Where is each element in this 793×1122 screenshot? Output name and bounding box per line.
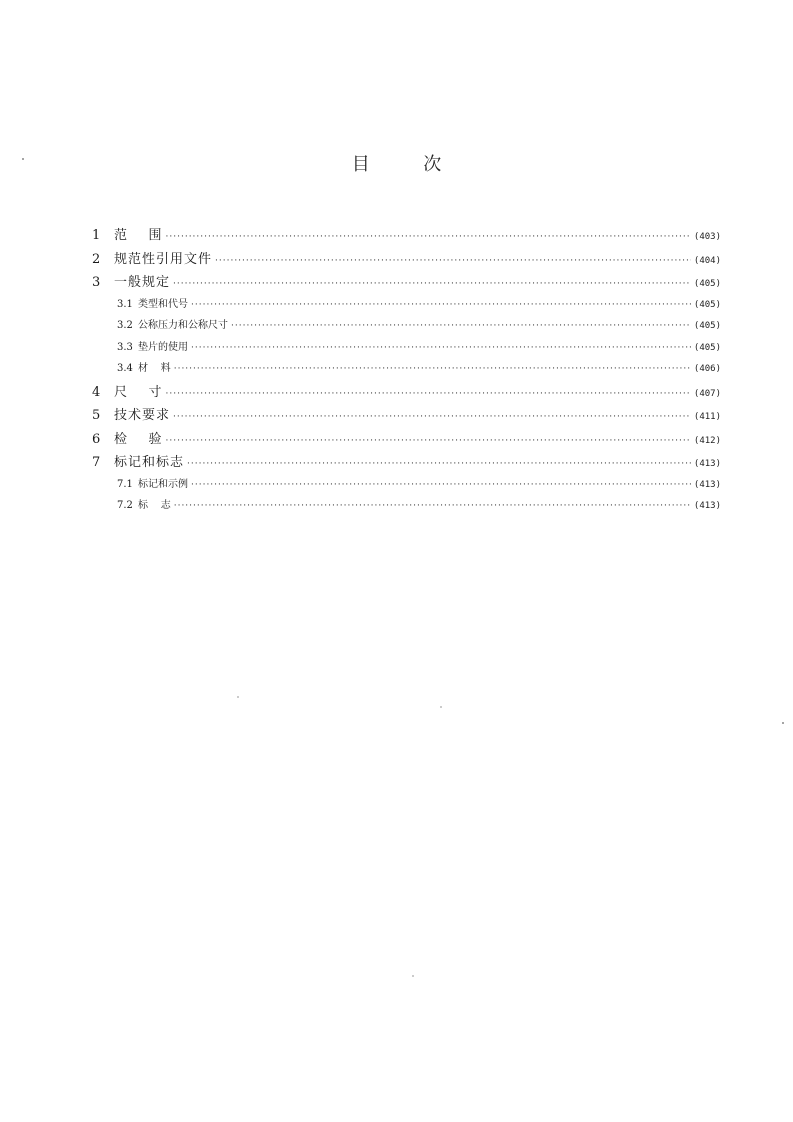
toc-entry-number: 3.3 (117, 341, 133, 353)
toc-entry-number: 1 (92, 228, 101, 243)
toc-entry-page: (412) (693, 435, 721, 446)
toc-entry[interactable] (92, 428, 721, 452)
toc-entry[interactable] (92, 271, 721, 295)
toc-leader-dots (191, 480, 691, 490)
toc-entry-number: 5 (92, 408, 101, 423)
toc-entry-number: 7 (92, 455, 101, 470)
toc-entry[interactable] (92, 381, 721, 405)
toc-entry-page: (407) (693, 388, 721, 399)
toc-entry-label: 标记和示例 (138, 478, 188, 490)
toc-entry-number: 7.2 (117, 500, 133, 511)
toc-leader-dots (231, 321, 691, 331)
toc-subentry[interactable] (92, 359, 721, 381)
toc-leader-dots (174, 364, 691, 374)
toc-entry-number: 2 (92, 251, 101, 267)
toc-entry-page: (411) (693, 412, 721, 422)
toc-leader-dots (173, 412, 691, 422)
scan-speck (412, 975, 414, 977)
toc-subentry[interactable] (92, 295, 721, 317)
toc-entry-page: (404) (693, 255, 721, 266)
scan-speck (440, 706, 442, 708)
toc-entry-page: (405) (693, 342, 721, 353)
toc-leader-dots (187, 459, 691, 469)
toc-entry-label: 垫片的使用 (138, 341, 188, 353)
toc-leader-dots (173, 279, 691, 289)
toc-subentry[interactable] (92, 316, 721, 338)
toc-title (0, 150, 793, 176)
toc-entry-label: 一般规定 (114, 275, 171, 290)
toc-subentry[interactable] (92, 496, 721, 518)
toc-entry[interactable] (92, 451, 721, 475)
toc-entry-page: (406) (693, 364, 721, 374)
toc-entry-number: 3 (92, 275, 101, 290)
toc-entry-page: (413) (693, 459, 721, 469)
toc-entry-page: (405) (693, 321, 721, 331)
toc-entry-label: 技术要求 (114, 408, 171, 423)
toc-entry-label: 材 料 (138, 363, 171, 374)
toc-leader-dots (191, 300, 691, 310)
toc-leader-dots (166, 436, 691, 446)
toc-entry-number: 3.2 (117, 320, 133, 331)
toc-entry-label: 范 围 (114, 228, 163, 243)
toc-entry-label: 类型和代号 (138, 298, 188, 310)
toc-subentry[interactable] (92, 338, 721, 360)
toc-leader-dots (191, 343, 691, 353)
toc-entry-number: 3.4 (117, 363, 133, 374)
toc-entry-label: 尺 寸 (114, 384, 163, 400)
toc-entry-page: (403) (693, 232, 721, 242)
toc-leader-dots (215, 256, 691, 266)
toc-entry-label: 标记和标志 (114, 455, 185, 470)
toc-title-char: 次 (423, 154, 442, 175)
toc-entry[interactable] (92, 224, 721, 248)
toc-entry[interactable] (92, 248, 721, 272)
scan-speck (782, 722, 784, 724)
toc-entry-number: 6 (92, 431, 101, 447)
toc-entry-label: 规范性引用文件 (114, 251, 213, 267)
toc-entry-number: 3.1 (117, 298, 133, 310)
scan-speck (237, 696, 239, 698)
toc-leader-dots (166, 232, 691, 242)
toc-subentry[interactable] (92, 475, 721, 497)
toc-entry-page: (405) (693, 299, 721, 310)
toc-entry[interactable] (92, 404, 721, 428)
toc-entry-page: (405) (693, 279, 721, 289)
toc-leader-dots (174, 501, 691, 511)
toc-entry-label: 检 验 (114, 431, 163, 447)
toc-entry-label: 标 志 (138, 500, 171, 511)
scan-speck (22, 158, 24, 160)
toc-entry-number: 4 (92, 384, 101, 400)
toc-title-char: 目 (351, 154, 370, 175)
toc-entry-page: (413) (693, 479, 721, 490)
toc-entry-page: (413) (693, 501, 721, 511)
toc-leader-dots (166, 389, 691, 399)
table-of-contents (92, 224, 721, 518)
toc-entry-number: 7.1 (117, 478, 133, 490)
toc-entry-label: 公称压力和公称尺寸 (138, 320, 228, 331)
